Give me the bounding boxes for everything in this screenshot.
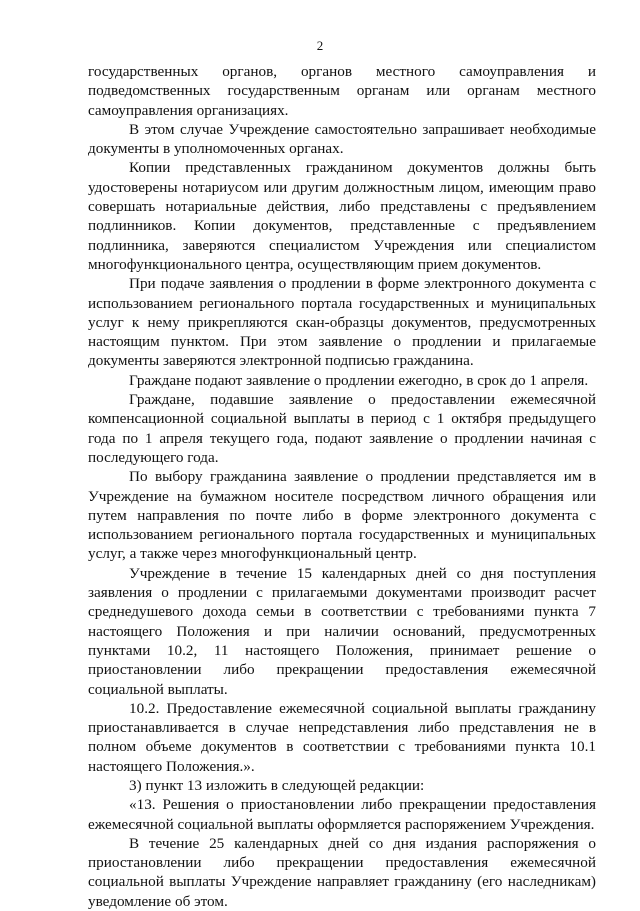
paragraph: При подаче заявления о продлении в форме электронного документа с использованием регионального портала государственных и муниципальных услуг к нему прикрепляются скан-образцы документов, предусмотренных настоящим пунктом. При этом заявление о продлении и прилагаемые документы заверяются электронной подписью гражданина. (88, 275, 596, 370)
paragraph: Учреждение в течение 15 календарных дней со дня поступления заявления о продлении с прилагаемыми документами производит расчет среднедушевого дохода семьи в соответствии с требованиями пункта 7 настоящего Положения и при наличии оснований, предусмотренных пунктами 10.2, 11 настоящего Положения, принимает решение о приостановлении либо прекращении предоставления ежемесячной социальной выплаты. (88, 564, 596, 698)
paragraph-section-13: «13. Решения о приостановлении либо прекращении предоставления ежемесячной социальной выплаты оформляется распоряжением Учреждения. (88, 796, 596, 833)
page-number: 2 (316, 38, 324, 53)
paragraph: По выбору гражданина заявление о продлении представляется им в Учреждение на бумажном носителе посредством личного обращения или путем направления по почте либо в форме электронного документа с использованием регионального портала государственных и муниципальных услуг, а также через многофункциональный центр. (88, 468, 596, 563)
document-body (88, 62, 596, 911)
paragraph: В течение 25 календарных дней со дня издания распоряжения о приостановлении либо прекращении предоставления ежемесячной социальной выплаты Учреждение направляет гражданину (его наследникам) уведомление об этом. (88, 834, 596, 910)
paragraph: В этом случае Учреждение самостоятельно запрашивает необходимые документы в уполномоченных органах. (88, 120, 596, 158)
paragraph: Граждане подают заявление о продлении ежегодно, в срок до 1 апреля. (129, 371, 589, 389)
paragraph-continuation: государственных органов, органов местного самоуправления и подведомственных государственным органам или органам местного самоуправления организациях. (88, 63, 596, 119)
paragraph: Копии представленных гражданином документов должны быть удостоверены нотариусом или другим должностным лицом, имеющим право совершать нотариальные действия, либо представлены с предъявлением подлинников. Копии документов, представленные с предъявлением подлинника, заверяются специалистом Учреждения или специалистом многофункционального центра, осуществляющим прием документов. (88, 159, 596, 273)
paragraph-amendment-item: 3) пункт 13 изложить в следующей редакции: (129, 776, 425, 794)
paragraph: Граждане, подавшие заявление о предоставлении ежемесячной компенсационной социальной выплаты в период с 1 октября предыдущего года по 1 апреля текущего года, подают заявление о продлении начиная с последующего года. (88, 391, 596, 466)
paragraph-section-10-2: 10.2. Предоставление ежемесячной социальной выплаты гражданину приостанавливается в случае непредставления либо представления не в полном объеме документов в соответствии с требованиями пункта 10.1 настоящего Положения.». (88, 699, 596, 775)
